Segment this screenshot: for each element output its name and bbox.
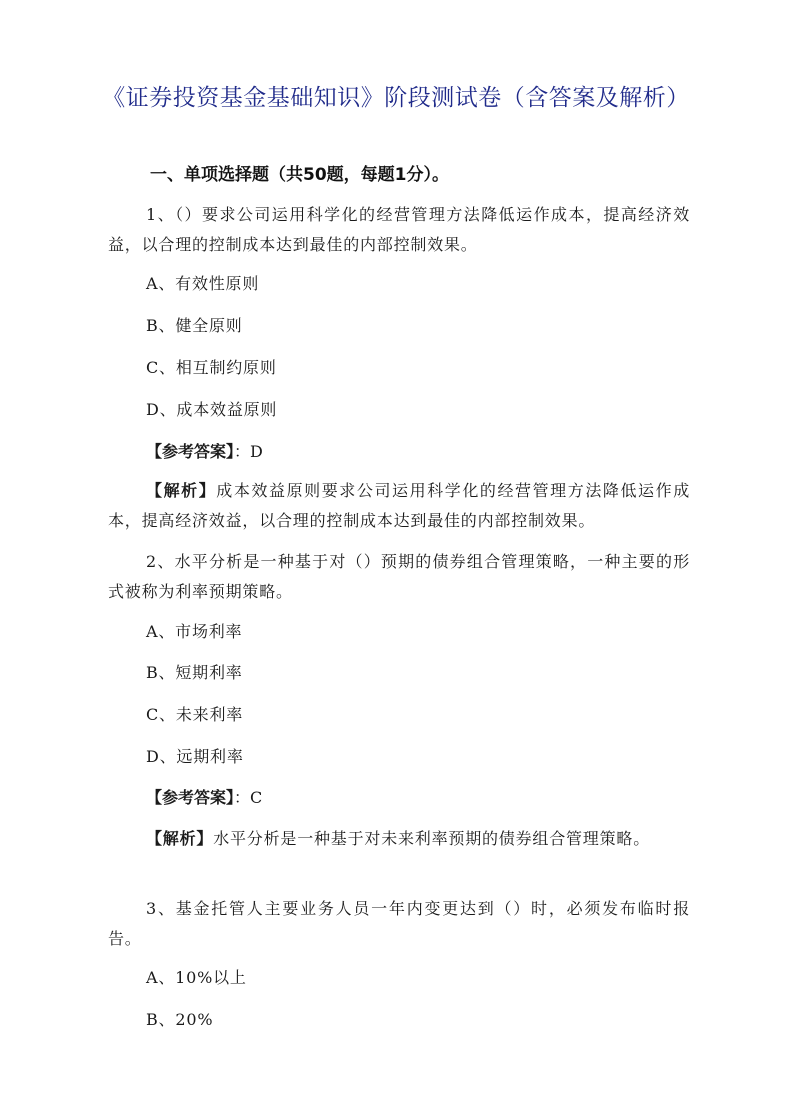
question-1-option-d: D、成本效益原则 (146, 400, 278, 419)
section-heading: 一、单项选择题（共50题，每题1分）。 (150, 165, 449, 185)
answer-value: ：C (234, 788, 263, 807)
question-1-option-a: A、有效性原则 (146, 274, 260, 293)
question-2-option-a: A、市场利率 (146, 622, 243, 641)
analysis-label: 【解析】 (146, 829, 214, 848)
question-2-analysis (108, 824, 690, 854)
question-2-option-d: D、远期利率 (146, 747, 244, 766)
question-2-answer (146, 786, 262, 810)
question-1-answer (146, 440, 263, 464)
question-1-option-b: B、健全原则 (146, 316, 243, 335)
answer-label: 【参考答案】 (146, 788, 235, 807)
analysis-text: 成本效益原则要求公司运用科学化的经营管理方法降低运作成本，提高经济效益，以合理的控制成本达到最佳的内部控制效果。 (108, 481, 690, 530)
analysis-text: 水平分析是一种基于对未来利率预期的债券组合管理策略。 (213, 829, 651, 848)
document-title: 《证券投资基金基础知识》阶段测试卷（含答案及解析） (102, 85, 690, 111)
answer-value: ：D (234, 442, 263, 461)
question-2-stem: 2、水平分析是一种基于对（）预期的债券组合管理策略，一种主要的形式被称为利率预期策略。 (108, 552, 690, 601)
analysis-label: 【解析】 (146, 481, 217, 500)
question-1-option-c: C、相互制约原则 (146, 358, 277, 377)
question-1-stem: 1、（）要求公司运用科学化的经营管理方法降低运作成本，提高经济效益，以合理的控制成本达到最佳的内部控制效果。 (108, 205, 690, 254)
question-3-option-b: B、20% (146, 1010, 214, 1029)
question-2-option-c: C、未来利率 (146, 705, 244, 724)
question-3-stem: 3、基金托管人主要业务人员一年内变更达到（）时，必须发布临时报告。 (108, 899, 690, 948)
question-2-option-b: B、短期利率 (146, 663, 243, 682)
question-1-analysis (108, 476, 690, 536)
question-3-option-a: A、10%以上 (146, 968, 247, 987)
answer-label: 【参考答案】 (146, 442, 235, 461)
